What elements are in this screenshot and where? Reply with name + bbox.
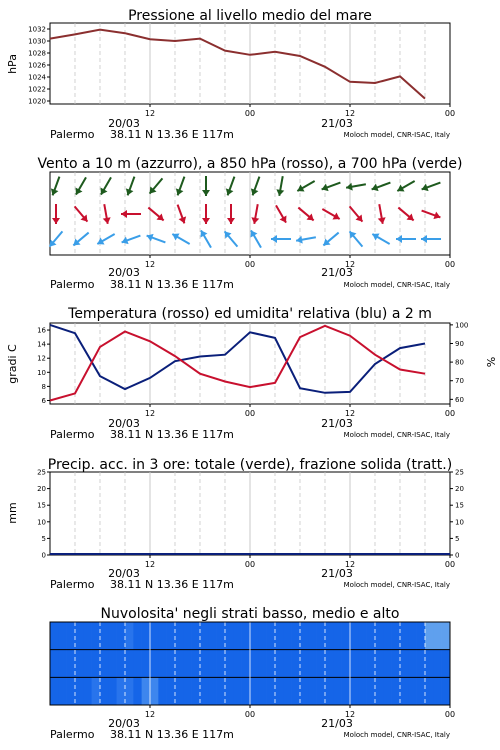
x-tick-label: 12: [144, 109, 156, 118]
wind-850-arrow: [202, 204, 210, 224]
cloud-cell: [442, 622, 451, 650]
cloud-cell: [117, 622, 126, 650]
y-tick-label: 0: [41, 551, 46, 560]
y-tick-label: 1028: [28, 49, 46, 58]
cloud-cell: [367, 622, 376, 650]
cloud-cell: [442, 650, 451, 678]
cloud-cell: [375, 677, 384, 705]
wind-850-arrow-head: [202, 218, 210, 224]
cloud-cell: [117, 650, 126, 678]
wind-850-arrow: [298, 208, 313, 221]
temperature-panel: [6, 306, 497, 441]
cloud-cell: [375, 650, 384, 678]
cloud-cell: [367, 677, 376, 705]
cloud-cell: [200, 622, 209, 650]
cloud-cell: [50, 622, 59, 650]
wind-700-arrow: [202, 176, 210, 196]
y-tick-label: 15: [37, 501, 46, 510]
wind-panel: [37, 156, 462, 291]
cloud-cell: [358, 650, 367, 678]
cloud-cell: [175, 622, 184, 650]
date-label-day2: 21/03: [321, 717, 353, 730]
wind-850-arrow: [75, 206, 88, 221]
y-tick-label: 1022: [28, 85, 46, 94]
y-tick-label: 15: [455, 501, 464, 510]
x-tick-label: 12: [344, 560, 356, 569]
station-name: Palermo: [50, 578, 95, 591]
cloud-cell: [417, 650, 426, 678]
wind-10m-arrow: [122, 236, 141, 245]
cloud-cell: [225, 622, 234, 650]
wind-700-arrow: [422, 183, 441, 192]
cloud-cell: [192, 677, 201, 705]
cloud-cell: [167, 622, 176, 650]
y-tick-label: 1032: [28, 25, 46, 34]
wind-850-arrow: [148, 208, 163, 221]
wind-10m-arrow: [251, 230, 261, 247]
cloud-cell: [367, 650, 376, 678]
wind-700-arrow: [276, 176, 284, 196]
x-tick-label: 12: [144, 560, 156, 569]
cloud-cell: [433, 650, 442, 678]
y-tick-label: 14: [37, 340, 46, 349]
wind-850-arrow: [178, 205, 187, 224]
y-tick-label: 70: [455, 377, 464, 386]
cloud-cell: [425, 650, 434, 678]
wind-10m-arrow: [271, 235, 291, 243]
wind-10m-arrow: [396, 235, 416, 243]
date-label-day1: 20/03: [108, 717, 140, 730]
cloud-cell: [250, 677, 259, 705]
wind-10m-arrow-head: [421, 235, 427, 243]
wind-10m-arrow: [323, 233, 338, 246]
date-label-day1: 20/03: [108, 266, 140, 279]
pressure-panel: [6, 8, 455, 141]
cloud-cell: [108, 622, 117, 650]
cloud-cell: [58, 650, 67, 678]
precip-ylabel: mm: [6, 502, 19, 524]
wind-850-arrow: [227, 204, 235, 224]
cloud-panel: [50, 606, 455, 741]
cloud-cell: [308, 622, 317, 650]
cloud-cell: [92, 677, 101, 705]
cloud-cell: [433, 622, 442, 650]
cloud-cell: [250, 650, 259, 678]
cloud-cell: [292, 650, 301, 678]
wind-10m-arrow: [201, 230, 211, 247]
cloud-cell: [142, 677, 151, 705]
wind-850-arrow: [350, 206, 363, 221]
cloud-cell: [258, 622, 267, 650]
cloud-cell: [225, 677, 234, 705]
cloud-cell: [425, 622, 434, 650]
x-tick-label: 12: [344, 710, 356, 719]
cloud-cell: [167, 650, 176, 678]
cloud-cell: [67, 622, 76, 650]
cloud-cell: [267, 622, 276, 650]
y-tick-label: 12: [37, 354, 46, 363]
x-tick-label: 00: [244, 260, 256, 269]
station-coords: 38.11 N 13.36 E 117m: [110, 578, 234, 591]
x-tick-label: 00: [244, 560, 256, 569]
cloud-cell: [83, 677, 92, 705]
cloud-cell: [142, 622, 151, 650]
wind-850-arrow: [422, 211, 441, 220]
cloud-cell: [175, 677, 184, 705]
cloud-cell: [208, 650, 217, 678]
x-tick-label: 00: [244, 109, 256, 118]
wind-700-arrow: [251, 177, 260, 196]
y-tick-label: 16: [37, 326, 46, 335]
cloud-cell: [283, 650, 292, 678]
wind-850-arrow: [276, 205, 286, 222]
wind-850-arrow: [52, 204, 60, 224]
temperature-ylabel: gradi C: [6, 344, 19, 384]
station-coords: 38.11 N 13.36 E 117m: [110, 428, 234, 441]
cloud-cell: [433, 677, 442, 705]
wind-700-arrow: [372, 183, 391, 192]
cloud-cell: [408, 650, 417, 678]
model-credit: Moloch model, CNR-ISAC, Italy: [343, 581, 450, 589]
cloud-cell: [258, 650, 267, 678]
station-coords: 38.11 N 13.36 E 117m: [110, 128, 234, 141]
cloud-cell: [250, 622, 259, 650]
cloud-cell: [308, 650, 317, 678]
wind-700-arrow: [322, 183, 341, 192]
date-label-day1: 20/03: [108, 567, 140, 580]
cloud-cell: [75, 650, 84, 678]
x-tick-label: 00: [244, 409, 256, 418]
cloud-cell: [242, 622, 251, 650]
cloud-cell: [425, 677, 434, 705]
cloud-cell: [375, 622, 384, 650]
cloud-cell: [325, 650, 334, 678]
cloud-cell: [125, 677, 134, 705]
y-tick-label: 10: [455, 518, 464, 527]
cloud-title: Nuvolosita' negli strati basso, medio e alto: [100, 606, 400, 622]
cloud-cell: [442, 677, 451, 705]
cloud-cell: [317, 650, 326, 678]
cloud-cell: [383, 622, 392, 650]
wind-850-arrow: [103, 204, 111, 224]
x-tick-label: 12: [344, 109, 356, 118]
wind-850-arrow-head: [121, 210, 127, 218]
x-tick-label: 00: [444, 560, 456, 569]
cloud-cell: [317, 677, 326, 705]
y-tick-label: 1030: [28, 37, 46, 46]
date-label-day2: 21/03: [321, 417, 353, 430]
cloud-cell: [325, 677, 334, 705]
wind-10m-arrow: [225, 231, 238, 246]
cloud-cell: [233, 622, 242, 650]
cloud-cell: [117, 677, 126, 705]
cloud-cell: [150, 650, 159, 678]
cloud-cell: [242, 677, 251, 705]
cloud-cell: [333, 650, 342, 678]
cloud-cell: [267, 677, 276, 705]
model-credit: Moloch model, CNR-ISAC, Italy: [343, 731, 450, 739]
cloud-cell: [358, 622, 367, 650]
cloud-cell: [317, 622, 326, 650]
station-name: Palermo: [50, 128, 95, 141]
station-coords: 38.11 N 13.36 E 117m: [110, 278, 234, 291]
pressure-line: [50, 30, 425, 99]
y-tick-label: 20: [37, 485, 46, 494]
cloud-cell: [392, 677, 401, 705]
cloud-cell: [58, 622, 67, 650]
y-tick-label: 1024: [28, 73, 46, 82]
wind-850-arrow: [251, 204, 259, 224]
cloud-cell: [133, 650, 142, 678]
cloud-cell: [58, 677, 67, 705]
humidity-line: [50, 325, 425, 393]
cloud-cell: [233, 650, 242, 678]
y-tick-label: 100: [455, 321, 469, 330]
cloud-cell: [217, 622, 226, 650]
cloud-cell: [158, 650, 167, 678]
cloud-cell: [408, 677, 417, 705]
cloud-cell: [283, 622, 292, 650]
station-name: Palermo: [50, 428, 95, 441]
wind-700-arrow: [176, 177, 185, 196]
cloud-cell: [400, 650, 409, 678]
cloud-cell: [233, 677, 242, 705]
cloud-cell: [125, 622, 134, 650]
cloud-cell: [133, 677, 142, 705]
cloud-cell: [400, 622, 409, 650]
date-label-day2: 21/03: [321, 567, 353, 580]
wind-850-arrow: [378, 204, 386, 224]
y-tick-label: 1020: [28, 97, 46, 106]
x-tick-label: 00: [444, 109, 456, 118]
precip-panel: [6, 457, 464, 591]
pressure-title: Pressione al livello medio del mare: [128, 8, 372, 24]
y-tick-label: 90: [455, 339, 464, 348]
x-tick-label: 00: [444, 710, 456, 719]
x-tick-label: 12: [144, 710, 156, 719]
temperature-title: Temperatura (rosso) ed umidita' relativa (blu) a 2 m: [68, 306, 432, 322]
cloud-cell: [308, 677, 317, 705]
y-tick-label: 60: [455, 395, 464, 404]
date-label-day1: 20/03: [108, 417, 140, 430]
cloud-cell: [242, 650, 251, 678]
y-tick-label: 10: [37, 368, 46, 377]
cloud-cell: [192, 650, 201, 678]
wind-10m-arrow-head: [271, 235, 277, 243]
wind-700-arrow: [126, 177, 135, 196]
cloud-cell: [325, 622, 334, 650]
cloud-cell: [392, 622, 401, 650]
y-tick-label: 6: [41, 396, 46, 405]
y-tick-label: 5: [41, 534, 46, 543]
wind-700-arrow: [346, 183, 366, 191]
wind-700-arrow: [226, 177, 235, 196]
cloud-cell: [225, 650, 234, 678]
wind-850-arrow-head: [52, 218, 60, 224]
cloud-cell: [150, 622, 159, 650]
wind-700-arrow: [76, 177, 86, 194]
cloud-cell: [200, 677, 209, 705]
cloud-cell: [283, 677, 292, 705]
cloud-cell: [358, 677, 367, 705]
cloud-cell: [92, 622, 101, 650]
cloud-cell: [392, 650, 401, 678]
wind-850-arrow: [121, 210, 141, 218]
cloud-cell: [383, 677, 392, 705]
cloud-cell: [183, 622, 192, 650]
model-credit: Moloch model, CNR-ISAC, Italy: [343, 281, 450, 289]
pressure-ylabel: hPa: [6, 54, 19, 74]
wind-title: Vento a 10 m (azzurro), a 850 hPa (rosso), a 700 hPa (verde): [37, 156, 463, 172]
wind-10m-arrow-head: [396, 235, 402, 243]
cloud-cell: [208, 622, 217, 650]
cloud-cell: [50, 677, 59, 705]
precip-title: Precip. acc. in 3 ore: totale (verde), frazione solida (tratt.): [47, 457, 453, 473]
temperature-line: [50, 326, 425, 401]
cloud-cell: [275, 677, 284, 705]
station-coords: 38.11 N 13.36 E 117m: [110, 728, 234, 741]
wind-700-arrow: [51, 177, 60, 196]
cloud-cell: [200, 650, 209, 678]
x-tick-label: 12: [144, 409, 156, 418]
wind-10m-arrow: [421, 235, 441, 243]
cloud-cell: [192, 622, 201, 650]
cloud-cell: [217, 650, 226, 678]
x-tick-label: 00: [444, 260, 456, 269]
humidity-ylabel: %: [484, 356, 497, 368]
date-label-day2: 21/03: [321, 117, 353, 130]
cloud-cell: [108, 650, 117, 678]
cloud-cell: [292, 622, 301, 650]
station-name: Palermo: [50, 728, 95, 741]
cloud-cell: [167, 677, 176, 705]
model-credit: Moloch model, CNR-ISAC, Italy: [343, 431, 450, 439]
y-tick-label: 25: [455, 468, 464, 477]
wind-700-arrow: [101, 177, 111, 194]
cloud-cell: [183, 650, 192, 678]
cloud-cell: [417, 677, 426, 705]
wind-850-arrow: [398, 208, 413, 221]
cloud-cell: [342, 677, 351, 705]
y-tick-label: 8: [41, 382, 46, 391]
x-tick-label: 12: [344, 260, 356, 269]
wind-700-arrow: [150, 178, 163, 193]
y-tick-label: 10: [37, 518, 46, 527]
cloud-cell: [92, 650, 101, 678]
cloud-cell: [75, 622, 84, 650]
wind-10m-arrow: [350, 231, 363, 246]
y-tick-label: 80: [455, 358, 464, 367]
cloud-cell: [400, 677, 409, 705]
cloud-cell: [300, 650, 309, 678]
cloud-cell: [258, 677, 267, 705]
x-tick-label: 00: [244, 710, 256, 719]
cloud-cell: [150, 677, 159, 705]
date-label-day2: 21/03: [321, 266, 353, 279]
cloud-cell: [158, 622, 167, 650]
cloud-cell: [50, 650, 59, 678]
cloud-cell: [408, 622, 417, 650]
cloud-cell: [67, 677, 76, 705]
cloud-cell: [300, 622, 309, 650]
cloud-cell: [292, 677, 301, 705]
station-name: Palermo: [50, 278, 95, 291]
model-credit: Moloch model, CNR-ISAC, Italy: [343, 131, 450, 139]
cloud-cell: [333, 622, 342, 650]
x-tick-label: 12: [144, 260, 156, 269]
cloud-cell: [158, 677, 167, 705]
y-tick-label: 20: [455, 485, 464, 494]
cloud-cell: [275, 622, 284, 650]
cloud-cell: [83, 622, 92, 650]
cloud-cell: [267, 650, 276, 678]
cloud-cell: [183, 677, 192, 705]
wind-10m-arrow: [50, 231, 63, 246]
cloud-cell: [108, 677, 117, 705]
y-tick-label: 1026: [28, 61, 46, 70]
cloud-cell: [83, 650, 92, 678]
cloud-cell: [133, 622, 142, 650]
cloud-cell: [75, 677, 84, 705]
y-tick-label: 5: [455, 534, 460, 543]
cloud-cell: [125, 650, 134, 678]
y-tick-label: 25: [37, 468, 46, 477]
cloud-cell: [342, 622, 351, 650]
x-tick-label: 00: [444, 409, 456, 418]
wind-850-arrow-head: [227, 218, 235, 224]
cloud-cell: [275, 650, 284, 678]
cloud-cell: [333, 677, 342, 705]
cloud-cell: [100, 650, 109, 678]
cloud-cell: [383, 650, 392, 678]
cloud-cell: [208, 677, 217, 705]
cloud-cell: [100, 622, 109, 650]
cloud-cell: [350, 677, 359, 705]
wind-10m-arrow: [73, 233, 88, 246]
wind-10m-arrow: [147, 234, 166, 243]
cloud-cell: [300, 677, 309, 705]
y-tick-label: 0: [455, 551, 460, 560]
cloud-cell: [350, 622, 359, 650]
cloud-cell: [175, 650, 184, 678]
wind-700-arrow-head: [202, 190, 210, 196]
cloud-cell: [67, 650, 76, 678]
cloud-cell: [100, 677, 109, 705]
date-label-day1: 20/03: [108, 117, 140, 130]
cloud-cell: [142, 650, 151, 678]
cloud-cell: [417, 622, 426, 650]
x-tick-label: 12: [344, 409, 356, 418]
cloud-cell: [342, 650, 351, 678]
cloud-cell: [350, 650, 359, 678]
cloud-cell: [217, 677, 226, 705]
wind-10m-arrow: [296, 236, 316, 244]
